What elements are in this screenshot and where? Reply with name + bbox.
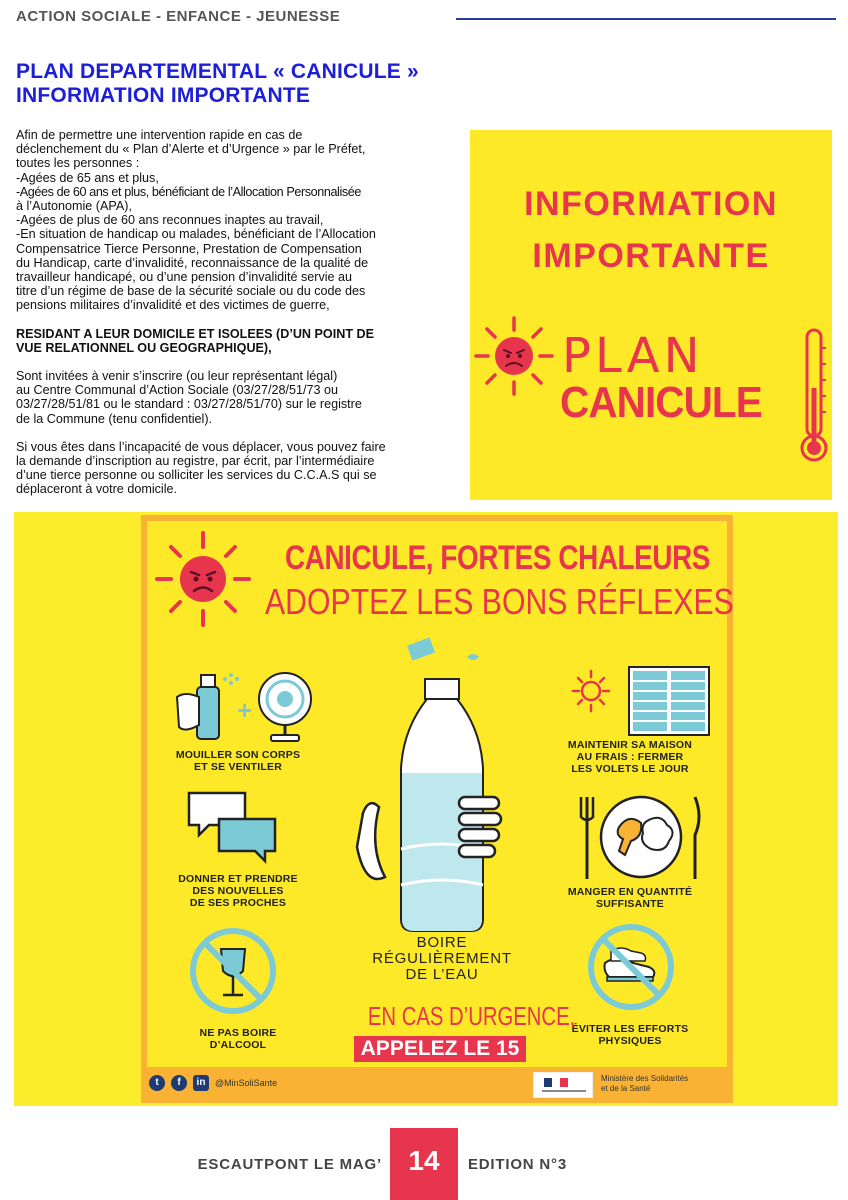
info-title (470, 178, 832, 282)
spray-and-fan-icon (167, 667, 317, 743)
tip-mouiller-line: MOUILLER SON CORPS (175, 749, 301, 761)
canicule-poster (141, 515, 733, 1103)
text-line: -Agées de plus de 60 ans reconnues inaptes au travail, (16, 213, 324, 228)
tip-mouiller-line: ET SE VENTILER (194, 761, 282, 773)
page-footer (0, 1128, 848, 1200)
no-exercise-icon (585, 921, 677, 1013)
tip-maison-line: LES VOLETS LE JOUR (571, 763, 689, 775)
text-line: travailleur handicapé, ou d’une pension d’invalidité servie au (16, 270, 353, 285)
text-line: RESIDANT A LEUR DOMICILE ET ISOLEES (D’UN POINT DE (16, 326, 375, 341)
text-line: de la Commune (tenu confidentiel). (16, 411, 213, 426)
text-line: Compensatrice Tierce Personne, Prestation de Compensation (16, 241, 362, 256)
water-bottle-icon (347, 637, 537, 937)
poster-panel (147, 521, 734, 1067)
tip-donner (163, 873, 313, 909)
tip-donner-line: DES NOUVELLES (192, 885, 284, 897)
intro-paragraph (16, 128, 453, 313)
tip-boire (367, 935, 517, 983)
article-body (16, 128, 453, 511)
plan-word: PLAN (562, 328, 704, 384)
svg-text:+: + (237, 695, 253, 725)
text-line: à l’Autonomie (APA), (16, 199, 132, 214)
tip-boire-line: BOIRE (416, 934, 468, 951)
text-line: d’une tierce personne ou solliciter les services du C.C.A.S qui se (16, 468, 377, 483)
tip-alcool (163, 1027, 313, 1051)
incapacity-paragraph (16, 440, 453, 497)
magazine-name: ESCAUTPONT LE MAG’ (197, 1156, 382, 1173)
tip-maison (555, 739, 705, 775)
angry-sun-icon (153, 529, 253, 629)
text-line: toutes les personnes : (16, 156, 140, 171)
twitter-icon: t (149, 1075, 165, 1091)
linkedin-icon: in (193, 1075, 209, 1091)
tip-efforts-line: ÉVITER LES EFFORTS (571, 1023, 689, 1035)
info-title-line-1: INFORMATION (524, 185, 778, 223)
poster-subtitle: ADOPTEZ LES BONS RÉFLEXES (265, 581, 734, 622)
resident-paragraph (16, 327, 453, 355)
tip-donner-line: DE SES PROCHES (189, 897, 287, 909)
plate-and-cutlery-icon (577, 791, 707, 885)
page-number: 14 (390, 1128, 458, 1200)
tip-alcool-line: D’ALCOOL (209, 1039, 267, 1051)
republique-francaise-logo (533, 1072, 593, 1098)
tip-manger (555, 886, 705, 910)
poster-footer (141, 1067, 733, 1103)
ministere-line: Ministère des Solidarités (601, 1074, 689, 1083)
social-handle: @MinSoliSante (215, 1078, 278, 1088)
text-line: déplaceront à votre domicile. (16, 482, 178, 497)
section-title: ACTION SOCIALE - ENFANCE - JEUNESSE (16, 8, 341, 25)
urgence-text: EN CAS D’URGENCE, (367, 1001, 576, 1031)
tip-maison-line: MAINTENIR SA MAISON (567, 739, 693, 751)
poster-title: CANICULE, FORTES CHALEURS (285, 539, 711, 577)
french-flag-icon (534, 1073, 594, 1099)
angry-sun-icon (472, 314, 556, 398)
speech-bubbles-icon (185, 787, 281, 867)
edition-label: EDITION N°3 (468, 1156, 567, 1173)
tip-efforts-line: PHYSIQUES (598, 1035, 662, 1047)
canicule-word: CANICULE (560, 378, 762, 427)
info-box (470, 130, 832, 500)
tip-maison-line: AU FRAIS : FERMER (576, 751, 684, 763)
tip-efforts (555, 1023, 705, 1047)
text-line: Si vous êtes dans l’incapacité de vous déplacer, vous pouvez faire (16, 439, 386, 454)
text-line: 03/27/28/51/81 ou le standard : 03/27/28/51/70) sur le registre (16, 397, 362, 412)
text-line: titre d’un régime de base de la sécurité sociale ou du code des (16, 284, 366, 299)
text-line: -Agées de 65 ans et plus, (16, 170, 159, 185)
text-line: -Agées de 60 ans et plus, bénéficiant de l’Allocation Personnalisée (16, 184, 361, 199)
sun-and-shutters-icon (567, 663, 717, 739)
ministere-label (601, 1074, 731, 1094)
text-line: -En situation de handicap ou malades, bénéficiant de l’Allocation (16, 227, 376, 242)
text-line: déclenchement du « Plan d’Alerte et d’Urgence » par le Préfet, (16, 142, 366, 157)
text-line: Afin de permettre une intervention rapide en cas de (16, 128, 303, 142)
appelez-15-banner: APPELEZ LE 15 (354, 1036, 526, 1062)
inscription-paragraph (16, 369, 453, 426)
page-title (16, 60, 576, 108)
text-line: la demande d’inscription au registre, par écrit, par l’intermédiaire (16, 454, 375, 469)
text-line: pensions militaires d’invalidité et des victimes de guerre, (16, 298, 330, 313)
info-title-line-2: IMPORTANTE (532, 237, 770, 275)
tip-donner-line: DONNER ET PRENDRE (178, 873, 298, 885)
title-line-2: INFORMATION IMPORTANTE (16, 84, 311, 107)
text-line: au Centre Communal d’Action Sociale (03/27/28/51/73 ou (16, 383, 339, 398)
section-header (16, 8, 836, 30)
no-alcohol-icon (187, 925, 279, 1017)
tip-manger-line: SUFFISANTE (596, 898, 664, 910)
section-divider (456, 18, 836, 20)
tip-manger-line: MANGER EN QUANTITÉ (567, 886, 693, 898)
tip-boire-line: DE L’EAU (405, 966, 479, 983)
text-line: Sont invitées à venir s’inscrire (ou leur représentant légal) (16, 369, 338, 384)
ministere-line: et de la Santé (601, 1084, 651, 1093)
text-line: du Handicap, carte d’invalidité, reconnaissance de la qualité de (16, 255, 369, 270)
thermometer-icon (800, 328, 828, 468)
tip-boire-line: RÉGULIÈREMENT (372, 950, 512, 967)
text-line: VUE RELATIONNEL OU GEOGRAPHIQUE), (16, 340, 272, 355)
tip-alcool-line: NE PAS BOIRE (199, 1027, 277, 1039)
tip-mouiller (163, 749, 313, 773)
facebook-icon: f (171, 1075, 187, 1091)
title-line-1: PLAN DEPARTEMENTAL « CANICULE » (16, 60, 419, 83)
